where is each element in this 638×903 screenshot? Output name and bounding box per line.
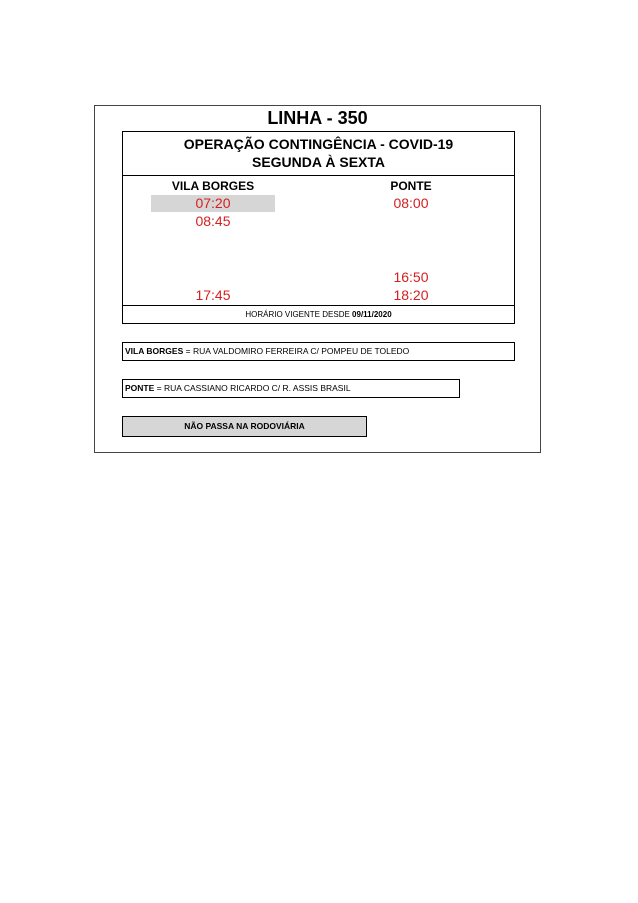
ponte-address: = RUA CASSIANO RICARDO C/ R. ASSIS BRASIL bbox=[156, 383, 351, 393]
rodoviaria-note: NÃO PASSA NA RODOVIÁRIA bbox=[122, 416, 367, 437]
destination-time: 08:00 bbox=[393, 195, 429, 211]
origin-time: 08:45 bbox=[195, 213, 231, 229]
vila-borges-note bbox=[122, 342, 515, 361]
operation-header bbox=[123, 132, 514, 176]
vila-borges-address: = RUA VALDOMIRO FERREIRA C/ POMPEU DE TOLEDO bbox=[185, 346, 410, 356]
valid-from-date: 09/11/2020 bbox=[352, 310, 392, 319]
ponte-note bbox=[122, 379, 460, 398]
schedule-sheet bbox=[94, 105, 541, 453]
valid-from-row bbox=[123, 305, 514, 323]
line-title: LINHA - 350 bbox=[267, 108, 368, 128]
destination-time: 18:20 bbox=[393, 287, 429, 303]
destination-time: 16:50 bbox=[393, 269, 429, 285]
destination-column-header: PONTE bbox=[390, 179, 432, 193]
origin-time: 07:20 bbox=[195, 195, 231, 211]
valid-from-label: HORÁRIO VIGENTE DESDE bbox=[245, 310, 350, 319]
origin-time: 17:45 bbox=[195, 287, 231, 303]
vila-borges-name: VILA BORGES bbox=[125, 346, 184, 356]
operation-days: SEGUNDA À SEXTA bbox=[251, 154, 385, 170]
operation-title: OPERAÇÃO CONTINGÊNCIA - COVID-19 bbox=[183, 136, 454, 152]
origin-column-header: VILA BORGES bbox=[171, 179, 255, 193]
ponte-name: PONTE bbox=[125, 383, 155, 393]
schedule-table bbox=[122, 131, 515, 324]
